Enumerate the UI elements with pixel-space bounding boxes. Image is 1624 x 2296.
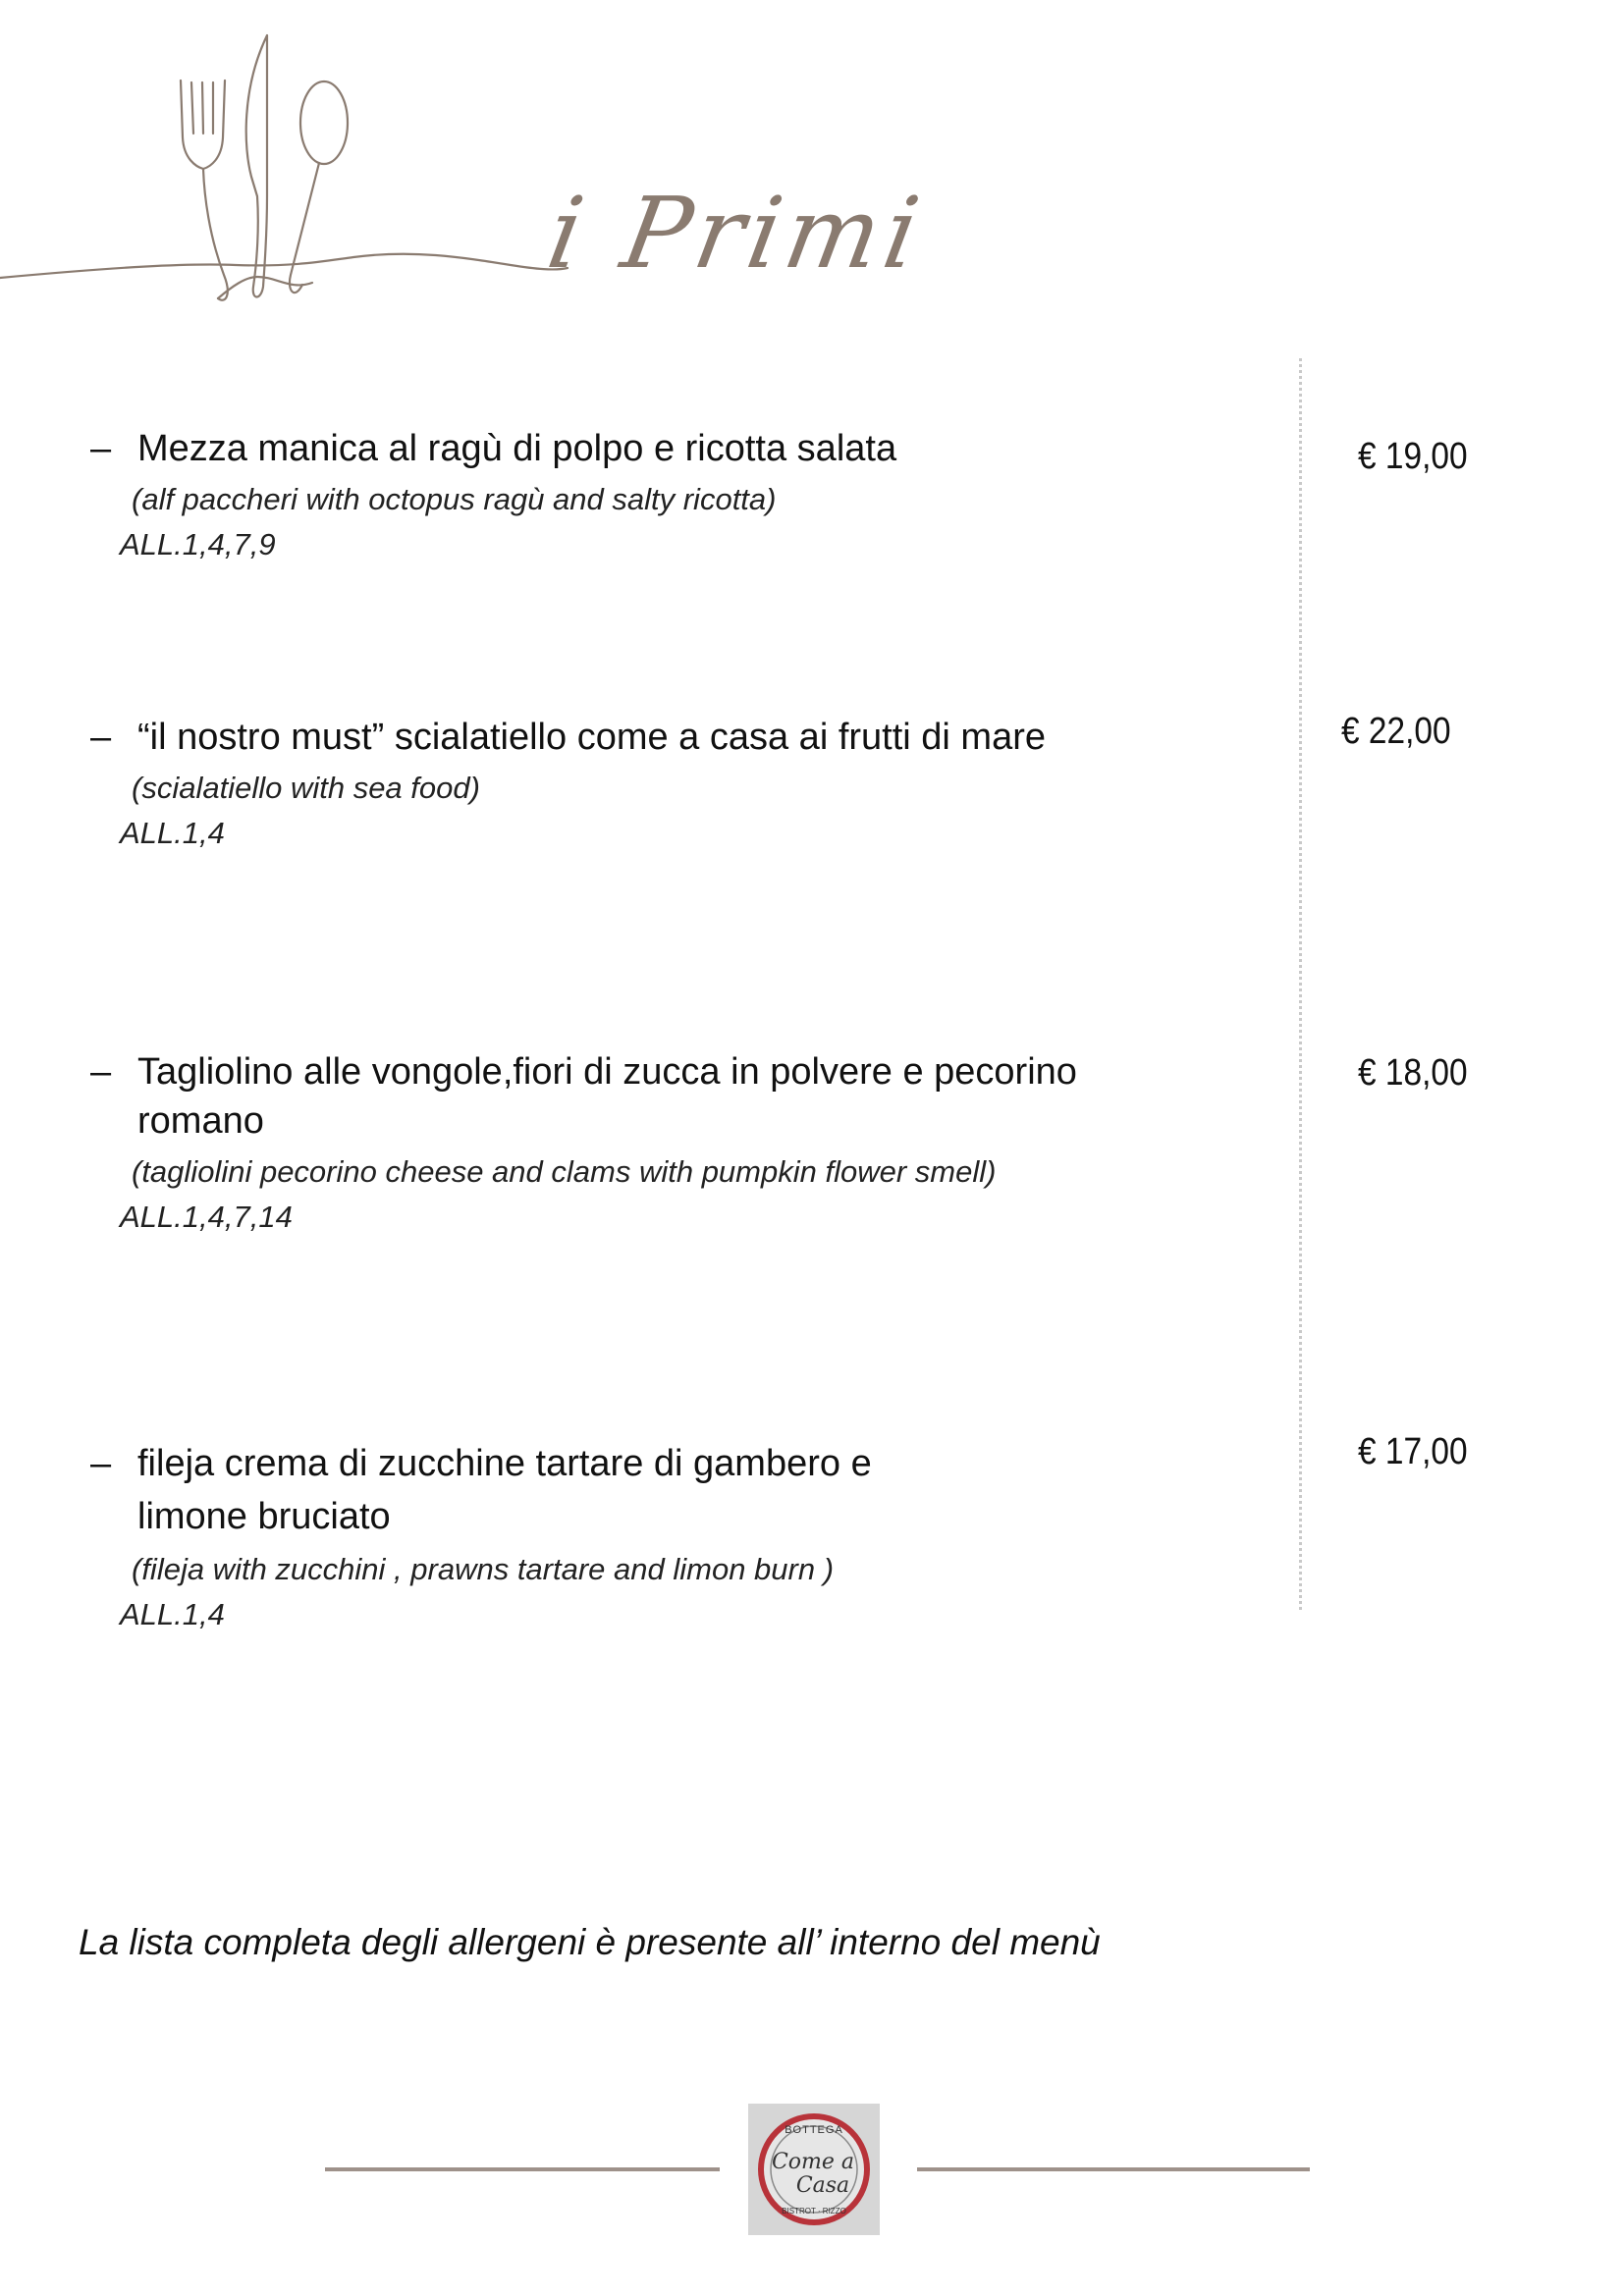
price-column-divider [1299,358,1302,1610]
menu-item-description: (alf paccheri with octopus ragù and salty ricotta) [132,482,777,516]
allergen-footer-note: La lista completa degli allergeni è presente all’ interno del menù [79,1922,1101,1962]
list-dash: – [90,428,112,469]
restaurant-logo [748,2104,880,2235]
menu-item [90,1047,1229,1238]
list-dash: – [90,1051,112,1093]
menu-item-name-text: Tagliolino alle vongole,fiori di zucca in polvere e pecorino [137,1051,1077,1093]
menu-item-description: (tagliolini pecorino cheese and clams with pumpkin flower smell) [132,1154,997,1189]
menu-item-name-text: Mezza manica al ragù di polpo e ricotta salata [137,428,897,469]
section-title: i Primi [539,176,934,291]
menu-item-price: € 18,00 [1358,1052,1468,1094]
menu-item-allergens: ALL.1,4,7,9 [120,527,276,561]
menu-item-name-text-line2: limone bruciato [137,1496,391,1537]
menu-item-description: (fileja with zucchini , prawns tartare and limon burn ) [132,1552,835,1586]
menu-item-price: € 17,00 [1358,1431,1468,1472]
footer-line-left [325,2167,720,2171]
menu-item-name [90,1047,1218,1146]
menu-item-price: € 19,00 [1358,436,1468,477]
menu-item-description: (scialatiello with sea food) [132,771,480,805]
menu-item-name [90,424,1218,473]
logo-main-text-1: Come a [771,2150,855,2174]
logo-bottom-text: BISTROT · RIZZO [782,2207,846,2216]
menu-item [90,713,1229,854]
menu-item-name-text-line2: romano [137,1100,264,1142]
logo-top-text: BOTTEGA [785,2124,843,2136]
menu-item-name [90,1437,1218,1543]
menu-item-allergens: ALL.1,4 [120,1597,225,1631]
logo-main-text-2: Casa [795,2173,850,2198]
menu-item-price: € 22,00 [1341,711,1451,752]
list-dash: – [90,1443,112,1484]
menu-item-allergens: ALL.1,4 [120,816,225,850]
menu-item [90,424,1229,565]
menu-item [90,1437,1229,1635]
menu-item-name-text: “il nostro must” scialatiello come a casa ai frutti di mare [137,717,1046,758]
menu-item-name [90,713,1218,762]
menu-item-allergens: ALL.1,4,7,14 [120,1200,293,1234]
logo-emblem-icon [748,2104,880,2235]
footer-line-right [917,2167,1310,2171]
menu-item-name-text: fileja crema di zucchine tartare di gambero e [137,1443,872,1484]
list-dash: – [90,717,112,758]
